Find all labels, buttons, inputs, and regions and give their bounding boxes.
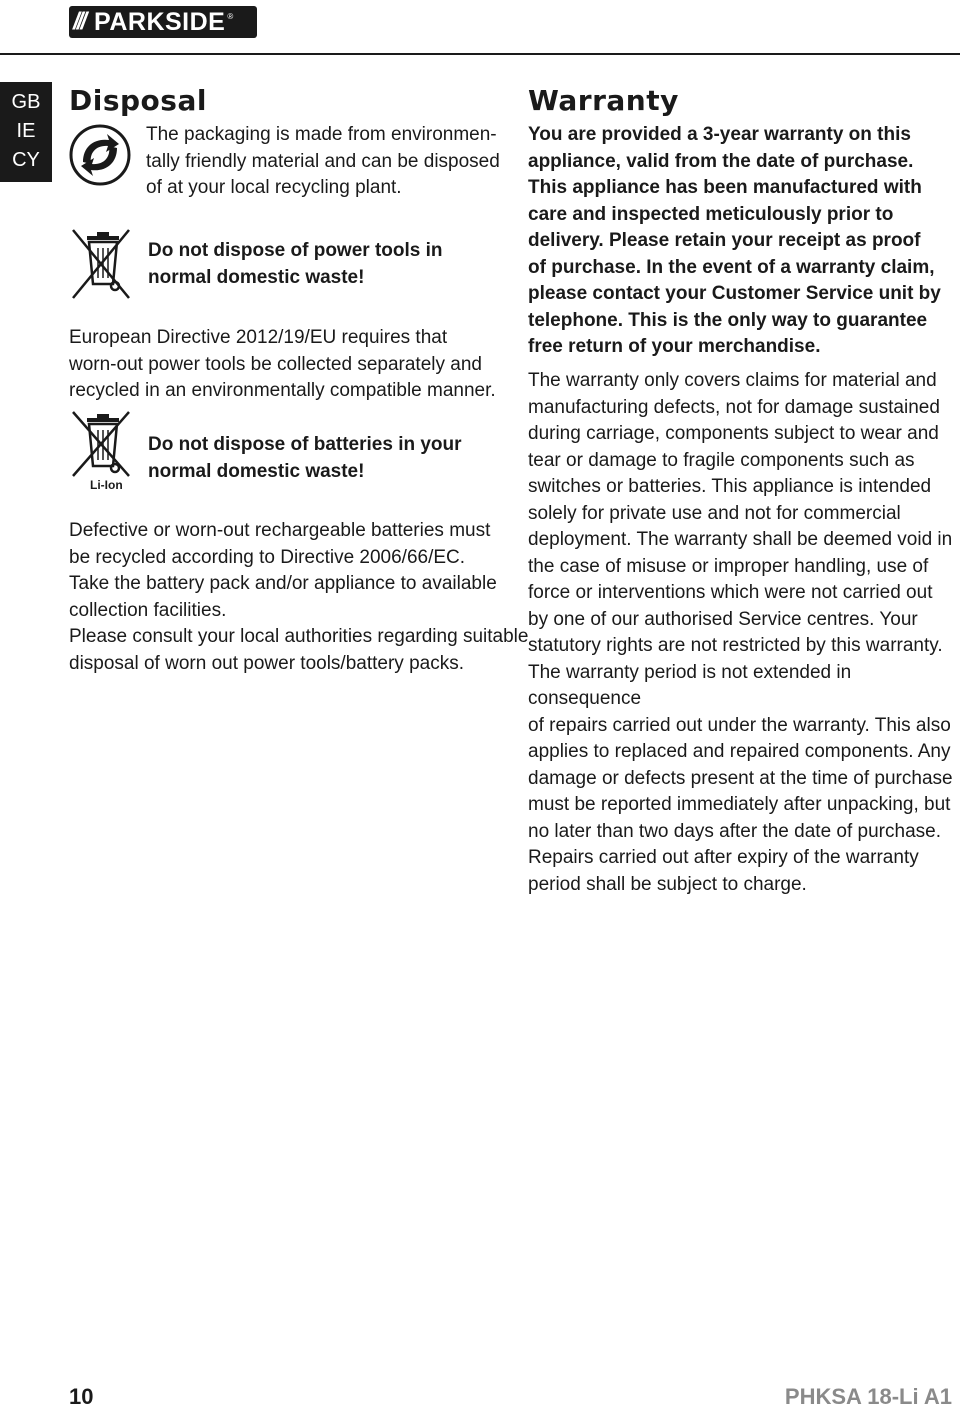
warranty-body-line-7: deployment. The warranty shall be deemed void in <box>528 529 953 550</box>
warranty-body-line-18: Repairs carried out after expiry of the warranty <box>528 847 919 868</box>
parkside-logo <box>69 6 257 38</box>
model-number: PHKSA 18-Li A1 <box>784 1384 952 1409</box>
warranty-body-line-10: by one of our authorised Service centres. Your <box>528 608 918 630</box>
batteries-line-1: Defective or worn-out rechargeable batteries must <box>69 520 491 541</box>
warranty-intro-line-9: free return of your merchandise. <box>528 336 821 357</box>
warranty-intro-line-2: appliance, valid from the date of purchase. <box>528 150 914 172</box>
warranty-intro <box>528 122 941 361</box>
warranty-intro-line-8: telephone. This is the only way to guarantee <box>528 309 928 331</box>
batteries-line-3: Take the battery pack and/or appliance to available <box>69 573 497 594</box>
crossed-bin-icon <box>69 226 133 302</box>
consult-line-1: Please consult your local authorities regarding suitable <box>69 626 529 647</box>
li-ion-label: Li-Ion <box>90 478 123 492</box>
batteries-line-2: be recycled according to Directive 2006/66/EC. <box>69 546 466 568</box>
warranty-body-line-17: no later than two days after the date of purchase. <box>528 820 941 842</box>
warranty-intro-line-4: care and inspected meticulously prior to <box>528 203 894 225</box>
warranty-intro-line-3: This appliance has been manufactured with <box>528 177 922 198</box>
warranty-body-line-3: during carriage, components subject to wear and <box>528 423 939 444</box>
warranty-body-line-2: manufacturing defects, not for damage sustained <box>528 396 940 418</box>
disposal-title: Disposal <box>69 84 207 117</box>
logo-brand: PARKSIDE <box>94 7 226 36</box>
warranty-intro-line-6: of purchase. In the event of a warranty claim, <box>528 256 935 278</box>
directive-line-2: worn-out power tools be collected separately and <box>69 353 482 375</box>
consult-line-2: disposal of worn out power tools/battery packs. <box>69 652 464 674</box>
warranty-body-line-6: solely for private use and not for commercial <box>528 502 901 524</box>
packaging-line-3: of at your local recycling plant. <box>146 177 402 198</box>
warranty-body-line-8: the case of misuse or improper handling, use of <box>528 555 929 577</box>
directive-line-1: European Directive 2012/19/EU requires that <box>69 327 448 348</box>
warranty-body-line-11: statutory rights are not restricted by this warranty. <box>528 635 943 656</box>
lang-gb: GB <box>11 91 41 113</box>
crossed-battery-bin-icon <box>69 408 133 484</box>
warranty-intro-line-5: delivery. Please retain your receipt as proof <box>528 230 921 251</box>
language-tab <box>0 82 52 182</box>
warranty-body <box>528 368 960 898</box>
warranty-body-line-1: The warranty only covers claims for material and <box>528 370 937 391</box>
page-number: 10 <box>69 1384 94 1409</box>
header-rule <box>0 53 960 55</box>
battery-warning-line-1: Do not dispose of batteries in your <box>148 434 462 455</box>
logo-slashes: /// <box>73 8 85 35</box>
battery-warning-line-2: normal domestic waste! <box>148 460 365 482</box>
packaging-line-2: tally friendly material and can be disposed <box>146 150 500 172</box>
warranty-body-line-5: switches or batteries. This appliance is intended <box>528 476 932 497</box>
warranty-body-line-4: tear or damage to fragile components such as <box>528 449 915 471</box>
directive-line-3: recycled in an environmentally compatible manner. <box>69 380 496 401</box>
warranty-body-line-14: applies to replaced and repaired components. Any <box>528 741 951 762</box>
lang-ie: IE <box>16 120 36 142</box>
warranty-body-line-9: force or interventions which were not carried out <box>528 582 933 603</box>
warranty-body-line-19: period shall be subject to charge. <box>528 873 807 895</box>
warranty-body-line-16: must be reported immediately after unpacking, but <box>528 794 951 815</box>
warranty-intro-line-7: please contact your Customer Service unit by <box>528 283 941 304</box>
tools-warning-line-1: Do not dispose of power tools in <box>148 240 443 261</box>
batteries-line-4: collection facilities. <box>69 599 227 621</box>
warranty-body-line-15: damage or defects present at the time of purchase <box>528 767 953 789</box>
lang-cy: CY <box>12 149 40 171</box>
packaging-line-1: The packaging is made from environmen- <box>146 124 497 145</box>
logo-registered-mark: ® <box>227 11 234 21</box>
warranty-body-line-12: The warranty period is not extended in consequence <box>528 661 852 709</box>
green-dot-recycle-icon <box>69 124 131 186</box>
warranty-title: Warranty <box>528 84 679 117</box>
tools-warning-line-2: normal domestic waste! <box>148 266 365 288</box>
warranty-intro-line-1: You are provided a 3-year warranty on this <box>528 124 911 145</box>
warranty-body-line-13: of repairs carried out under the warranty. This also <box>528 714 951 736</box>
